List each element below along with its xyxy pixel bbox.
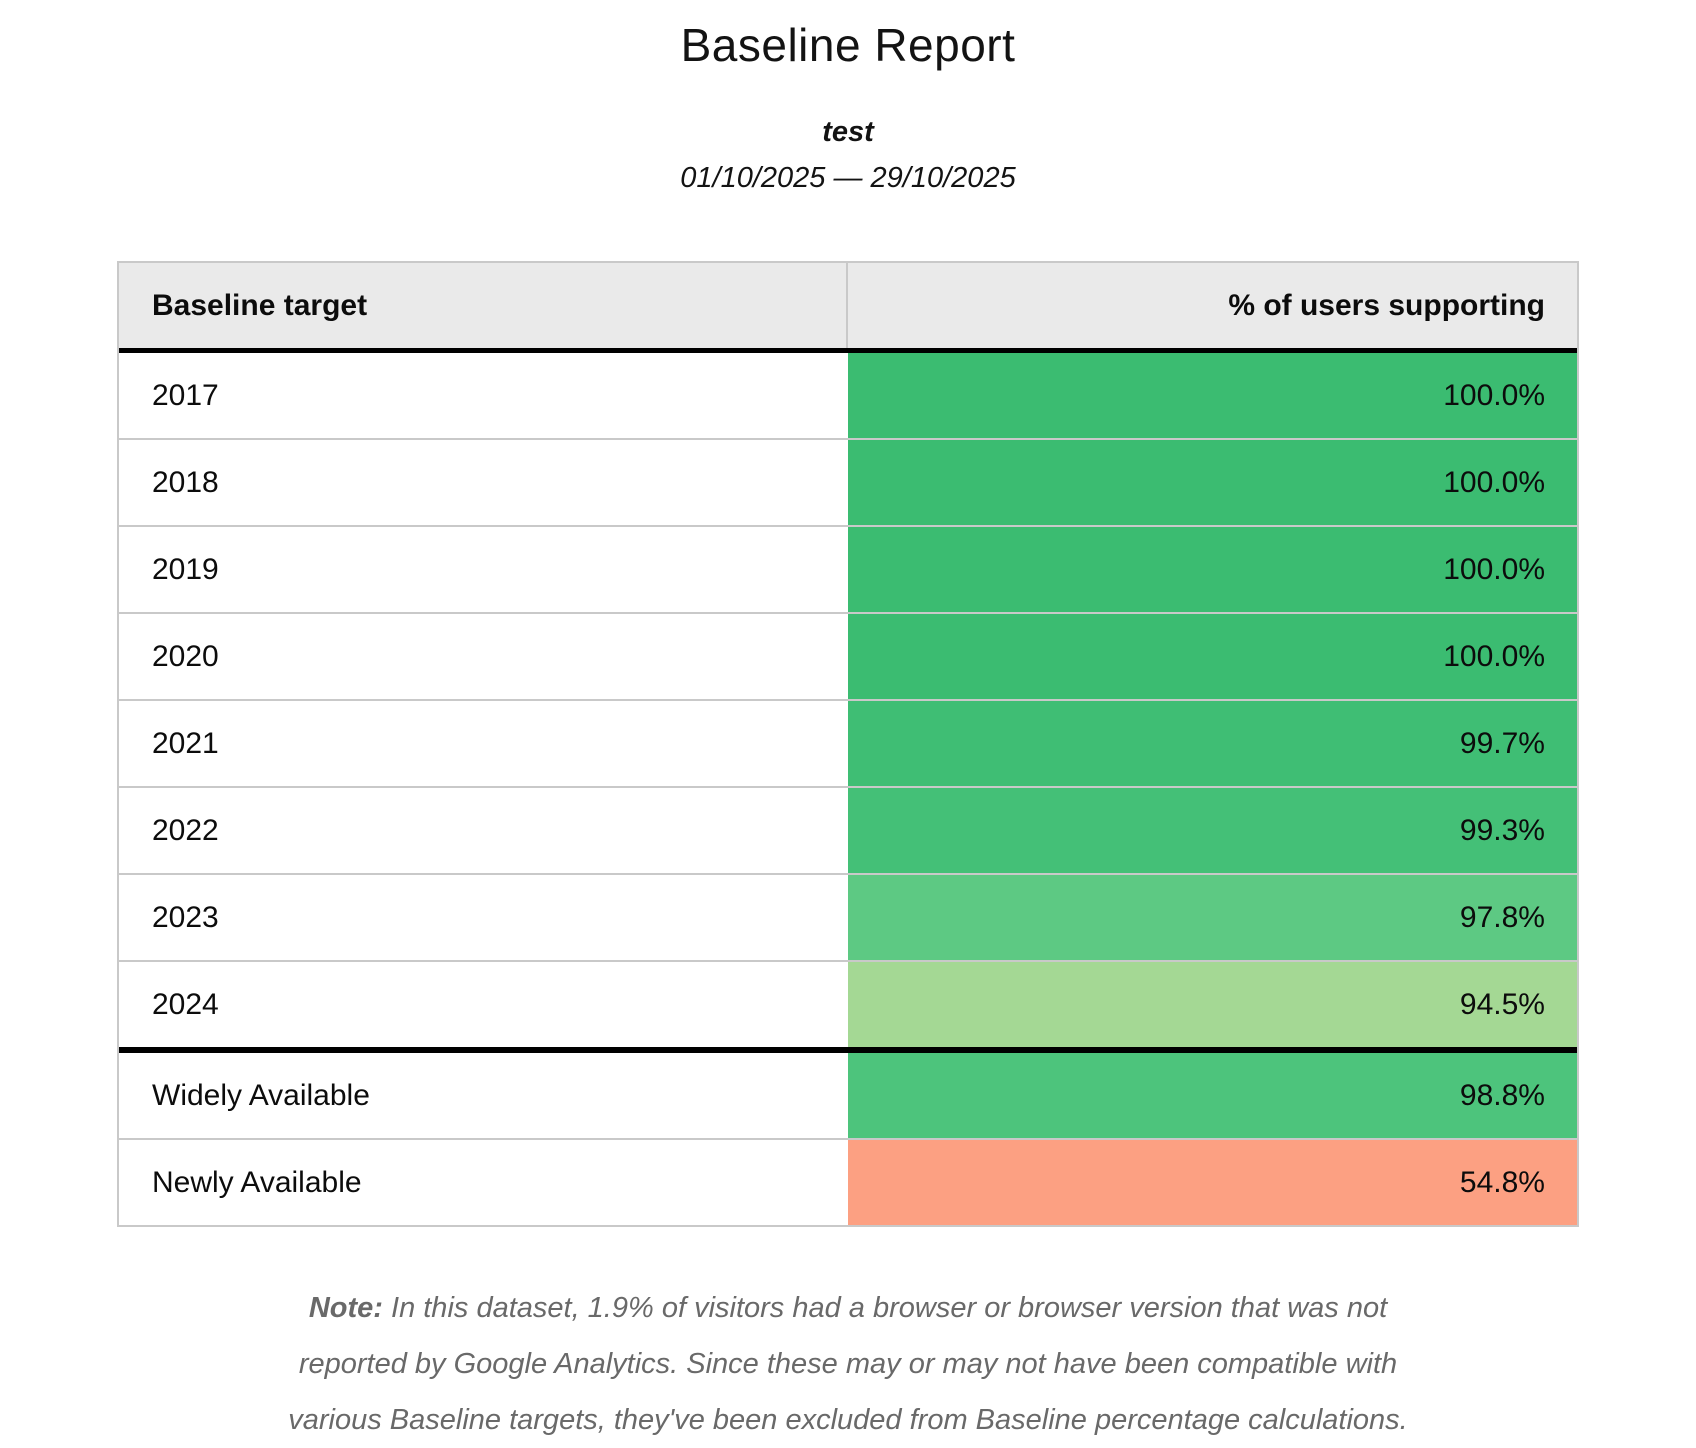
- baseline-target-cell: Newly Available: [119, 1140, 848, 1225]
- report-subtitle: test: [822, 116, 874, 148]
- baseline-target-cell: 2022: [119, 788, 848, 873]
- percent-value-cell: 94.5%: [848, 962, 1577, 1047]
- table-row-newly-available: [119, 1138, 1577, 1225]
- table-row: [119, 353, 1577, 438]
- baseline-report-table: [117, 261, 1579, 1227]
- baseline-target-cell: 2020: [119, 614, 848, 699]
- baseline-target-cell: 2024: [119, 962, 848, 1047]
- table-row: [119, 873, 1577, 960]
- table-row: [119, 525, 1577, 612]
- table-row: [119, 786, 1577, 873]
- table-row: [119, 960, 1577, 1047]
- baseline-target-cell: 2018: [119, 440, 848, 525]
- footnote-line-1: Note: In this dataset, 1.9% of visitors had a browser or browser version that was not: [308, 1292, 1388, 1324]
- baseline-target-cell: 2021: [119, 701, 848, 786]
- footnote-label: Note:: [308, 1292, 383, 1324]
- baseline-target-cell: 2019: [119, 527, 848, 612]
- baseline-target-cell: 2017: [119, 353, 848, 438]
- footnote: [188, 1281, 1508, 1448]
- table-row: [119, 699, 1577, 786]
- percent-value-cell: 97.8%: [848, 875, 1577, 960]
- footnote-line-2: reported by Google Analytics. Since these may or may not have been compatible with: [298, 1347, 1398, 1380]
- percent-value-cell: 100.0%: [848, 527, 1577, 612]
- percent-value-cell: 54.8%: [848, 1140, 1577, 1225]
- percent-value-cell: 100.0%: [848, 353, 1577, 438]
- percent-value-cell: 100.0%: [848, 614, 1577, 699]
- percent-value-cell: 99.7%: [848, 701, 1577, 786]
- report-date-range: 01/10/2025 — 29/10/2025: [680, 162, 1016, 194]
- percent-value-cell: 100.0%: [848, 440, 1577, 525]
- column-header-baseline-target: Baseline target: [119, 263, 848, 348]
- percent-value-cell: 98.8%: [848, 1053, 1577, 1138]
- column-header-percent-supporting: % of users supporting: [1228, 288, 1545, 322]
- footnote-line-3: various Baseline targets, they've been excluded from Baseline percentage calculations.: [288, 1403, 1408, 1436]
- table-header-row: [119, 263, 1577, 353]
- percent-value-cell: 99.3%: [848, 788, 1577, 873]
- baseline-target-cell: 2023: [119, 875, 848, 960]
- table-row: [119, 612, 1577, 699]
- page-title: Baseline Report: [680, 19, 1016, 71]
- table-row-widely-available: [119, 1047, 1577, 1138]
- baseline-target-cell: Widely Available: [119, 1053, 848, 1138]
- table-row: [119, 438, 1577, 525]
